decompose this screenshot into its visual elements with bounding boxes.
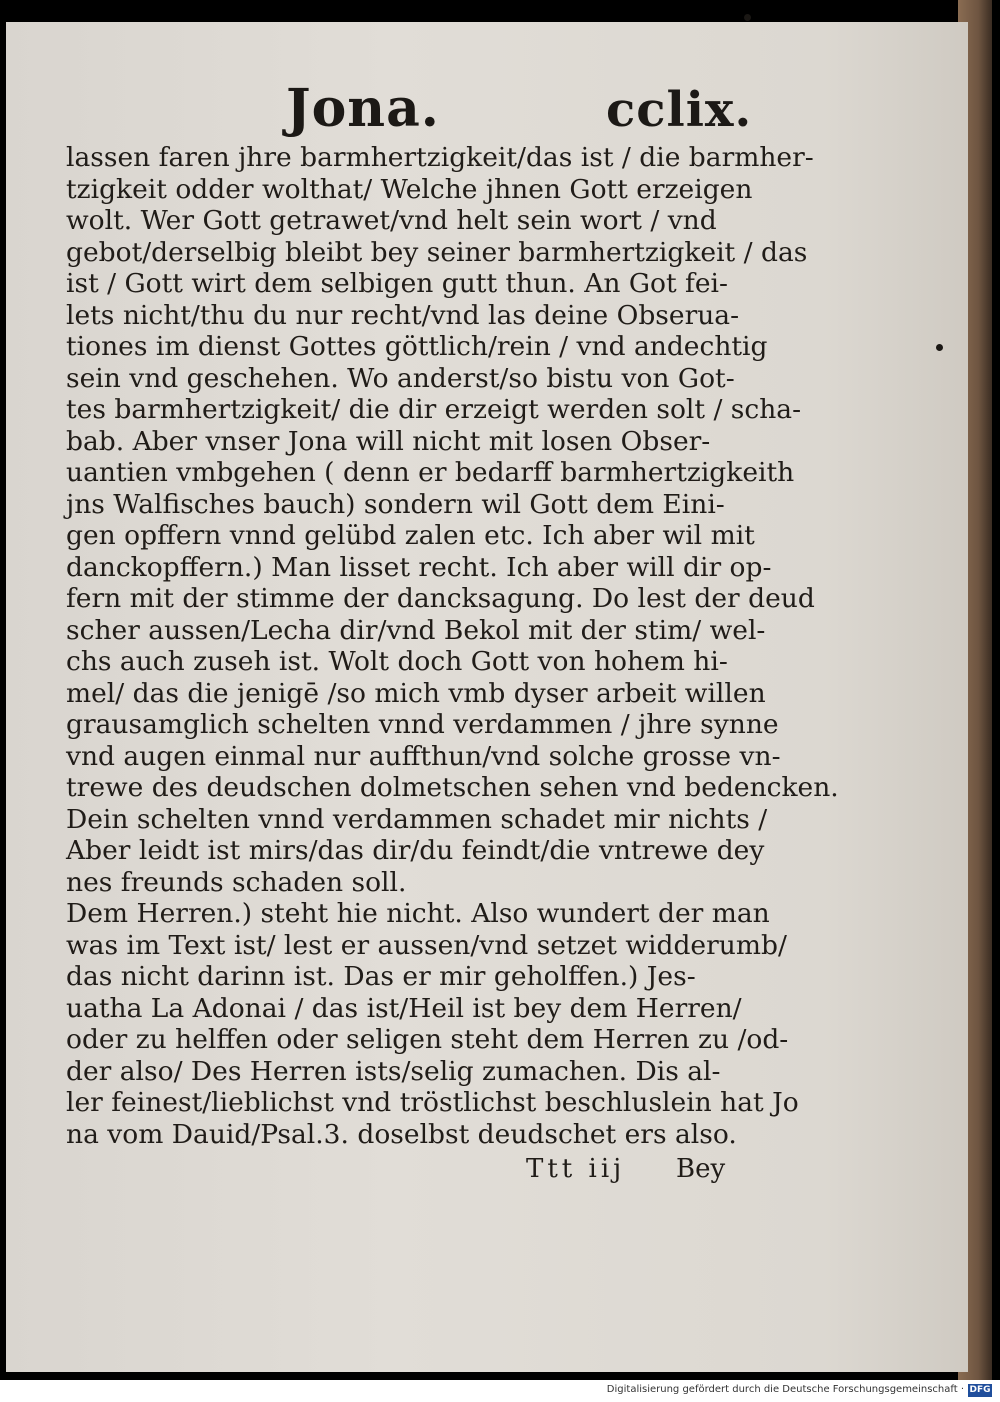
text-line: ist / Gott wirt dem selbigen gutt thun. An Got fei-: [66, 268, 728, 299]
signature-mark: Ttt iij: [526, 1154, 626, 1184]
text-line: tzigkeit odder wolthat/ Welche jhnen Gott erzeigen: [66, 173, 753, 205]
text-line: Dem Herren.) steht hie nicht. Also wundert der man: [66, 898, 770, 929]
text-line: uantien vmbgehen ( denn er bedarff barmhertzigkeith: [66, 457, 795, 488]
text-line: bab. Aber vnser Jona will nicht mit losen Obser-: [66, 425, 711, 457]
funding-credit: Digitalisierung gefördert durch die Deutsche Forschungsgemeinschaft ·: [606, 1384, 964, 1395]
ink-spot: [936, 344, 943, 351]
text-line: der also/ Des Herren ists/selig zumachen. Dis al-: [66, 1055, 721, 1087]
catchword-line: [526, 1154, 746, 1188]
text-line: Dein schelten vnnd verdammen schadet mir nichts /: [66, 803, 768, 835]
text-line: danckopffern.) Man lisset recht. Ich aber will dir op-: [66, 551, 772, 583]
footer-bar: [0, 1380, 1000, 1402]
text-line: chs auch zuseh ist. Wolt doch Gott von hohem hi-: [66, 646, 728, 677]
ink-spot: [744, 14, 751, 21]
body-text: [66, 142, 839, 1150]
text-line: mel/ das die jenigē /so mich vmb dyser arbeit willen: [66, 677, 766, 709]
book-page: [6, 22, 968, 1372]
text-line: wolt. Wer Gott getrawet/vnd helt sein wort / vnd: [66, 205, 717, 236]
text-line: jns Walfisches bauch) sondern wil Gott dem Eini-: [66, 488, 725, 520]
text-line: na vom Dauid/Psal.3. doselbst deudschet ers also.: [66, 1118, 737, 1150]
text-line: uatha La Adonai / das ist/Heil ist bey dem Herren/: [66, 992, 742, 1024]
text-line: gen opffern vnnd gelübd zalen etc. Ich aber wil mit: [66, 520, 755, 551]
text-line: trewe des deudschen dolmetschen sehen vnd bedencken.: [66, 772, 839, 803]
text-line: tiones im dienst Gottes göttlich/rein / vnd andechtig: [66, 331, 768, 362]
text-line: lassen faren jhre barmhertzigkeit/das ist / die barmher-: [66, 142, 814, 173]
page-header: [6, 78, 968, 148]
text-line: oder zu helffen oder seligen steht dem Herren zu /od-: [66, 1024, 789, 1055]
folio-number: cclix.: [606, 82, 753, 138]
text-line: grausamglich schelten vnnd verdammen / jhre synne: [66, 709, 779, 740]
text-line: sein vnd geschehen. Wo anderst/so bistu von Got-: [66, 362, 735, 394]
text-line: Aber leidt ist mirs/das dir/du feindt/die vntrewe dey: [66, 835, 765, 866]
text-line: was im Text ist/ lest er aussen/vnd setzet widderumb/: [66, 929, 787, 961]
text-line: lets nicht/thu du nur recht/vnd las deine Obserua-: [66, 299, 740, 331]
text-line: tes barmhertzigkeit/ die dir erzeigt werden solt / scha-: [66, 394, 802, 425]
text-line: gebot/derselbig bleibt bey seiner barmhertzigkeit / das: [66, 236, 808, 268]
text-line: nes freunds schaden soll.: [66, 866, 407, 898]
text-line: fern mit der stimme der dancksagung. Do lest der deud: [66, 583, 815, 614]
text-line: vnd augen einmal nur auffthun/vnd solche grosse vn-: [66, 740, 781, 772]
dfg-logo: DFG: [969, 1385, 991, 1395]
text-line: scher aussen/Lecha dir/vnd Bekol mit der stim/ wel-: [66, 614, 766, 646]
running-head: Jona.: [286, 78, 440, 139]
catchword: Bey: [676, 1154, 726, 1184]
text-line: das nicht darinn ist. Das er mir geholffen.) Jes-: [66, 961, 696, 992]
text-line: ler feinest/lieblichst vnd tröstlichst beschluslein hat Jo: [66, 1087, 799, 1118]
